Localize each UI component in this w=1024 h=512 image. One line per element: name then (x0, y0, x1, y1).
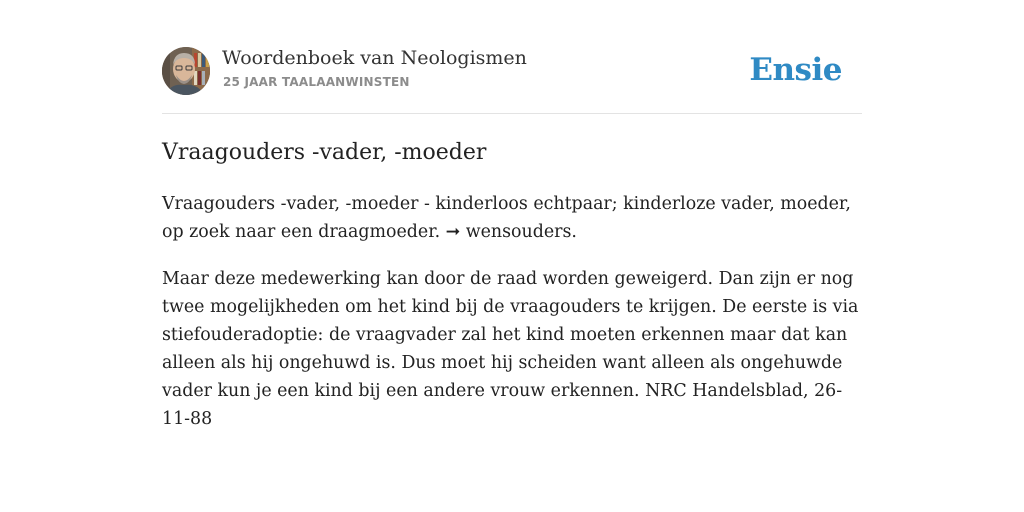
header-divider (162, 113, 862, 114)
author-avatar[interactable] (162, 47, 210, 95)
ensie-logo[interactable]: Ensie (749, 52, 842, 88)
entry-definition: Vraagouders -vader, -moeder - kinderloos echtpaar; kinderloze vader, moeder, op zoek naar een draagmoeder. ➞ wensouders. (162, 194, 851, 242)
entry-quote: Maar deze medewerking kan door de raad worden geweigerd. Dan zijn er nog twee mogelijkheden om het kind bij de vraagouders te krijgen. De eerste is via stiefouderadoptie: de vraagvader zal het kind moeten erkennen maar dat kan alleen als hij ongehuwd is. Dus moet hij scheiden want alleen als ongehuwde vader kun je een kind bij een andere vrouw erkennen. NRC Handelsblad, 26-11-88 (162, 269, 859, 429)
book-subtitle: 25 JAAR TAALAANWINSTEN (223, 75, 410, 89)
header (162, 46, 862, 96)
author-avatar-image (162, 47, 210, 95)
book-title[interactable]: Woordenboek van Neologismen (222, 47, 527, 69)
entry-term: Vraagouders -vader, -moeder (162, 140, 487, 165)
